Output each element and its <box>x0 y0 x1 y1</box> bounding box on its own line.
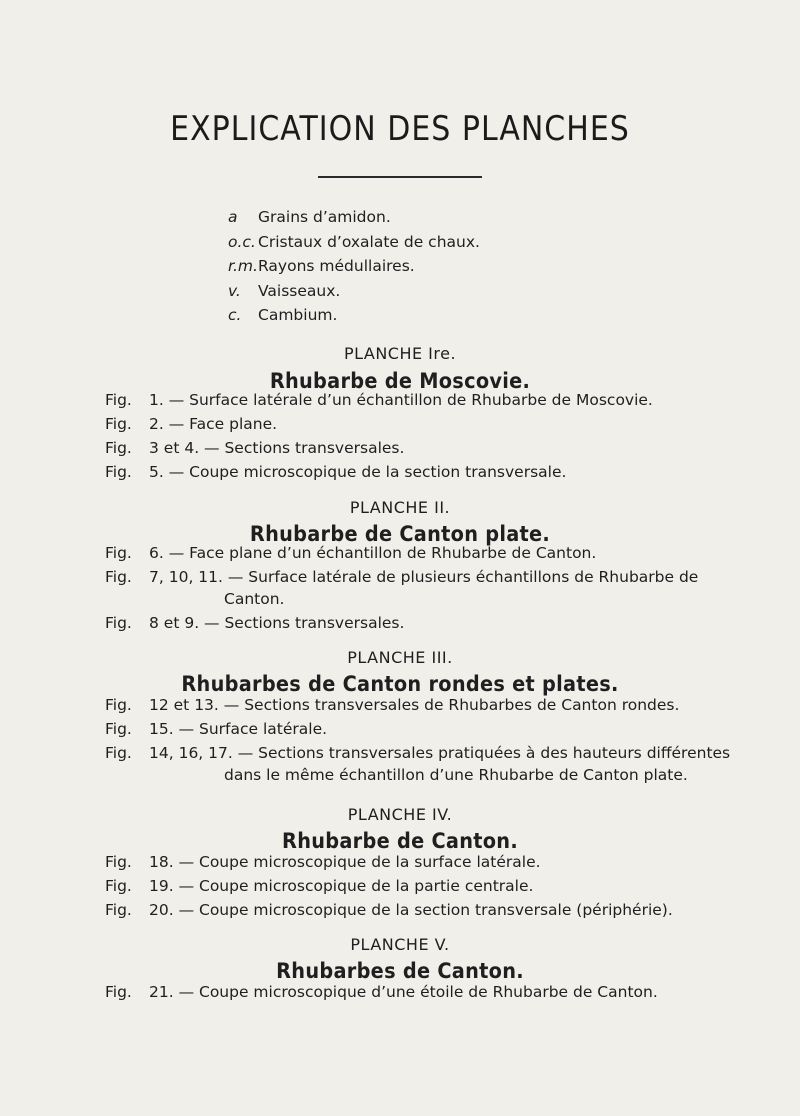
plate-title: Rhubarbe de Canton. <box>282 829 518 853</box>
legend-row <box>228 279 480 304</box>
fig-prefix: Fig. <box>105 391 132 409</box>
fig-prefix: Fig. <box>105 614 132 632</box>
figure-entry <box>105 544 596 562</box>
figure-entry <box>105 696 679 714</box>
figure-entry <box>105 983 658 1001</box>
fig-text: 7, 10, 11. — Surface latérale de plusieurs échantillons de Rhubarbe de <box>149 568 699 586</box>
fig-text: 14, 16, 17. — Sections transversales pratiquées à des hauteurs différentes <box>149 744 731 762</box>
legend-text: Vaisseaux. <box>258 281 341 300</box>
fig-prefix: Fig. <box>105 415 132 433</box>
fig-text: 3 et 4. — Sections transversales. <box>149 439 405 457</box>
fig-prefix: Fig. <box>105 568 132 586</box>
fig-prefix: Fig. <box>105 439 132 457</box>
figure-entry <box>105 744 730 762</box>
plate-title: Rhubarbe de Moscovie. <box>269 369 531 393</box>
plate-label: PLANCHE IV. <box>347 805 453 824</box>
fig-text: 5. — Coupe microscopique de la section transversale. <box>149 463 567 481</box>
plate-label: PLANCHE Ire. <box>343 344 457 363</box>
title-rule <box>318 176 482 178</box>
figure-entry <box>105 853 541 871</box>
figure-entry <box>105 439 404 457</box>
fig-text: 18. — Coupe microscopique de la surface latérale. <box>149 853 541 871</box>
legend-text: Rayons médullaires. <box>258 257 415 276</box>
fig-text-continuation: dans le même échantillon d’une Rhubarbe de Canton plate. <box>224 766 688 784</box>
figure-entry <box>105 877 533 895</box>
fig-text: 21. — Coupe microscopique d’une étoile de Rhubarbe de Canton. <box>149 983 658 1001</box>
legend-key: a <box>228 208 238 226</box>
page-title: EXPLICATION DES PLANCHES <box>170 109 630 150</box>
figure-entry <box>105 463 566 481</box>
fig-text-continuation: Canton. <box>224 590 285 608</box>
fig-prefix: Fig. <box>105 720 132 738</box>
fig-prefix: Fig. <box>105 744 132 762</box>
fig-prefix: Fig. <box>105 983 132 1001</box>
figure-entry <box>105 901 673 919</box>
fig-text: 6. — Face plane d’un échantillon de Rhubarbe de Canton. <box>149 544 597 562</box>
legend-row <box>228 230 480 255</box>
figure-entry <box>105 391 653 409</box>
legend-row <box>228 205 480 230</box>
legend-key: r.m. <box>228 257 258 276</box>
legend-row <box>228 254 480 279</box>
figure-entry <box>105 415 277 433</box>
figure-entry <box>105 614 404 632</box>
fig-text: 15. — Surface latérale. <box>149 720 328 738</box>
legend-key: v. <box>228 281 241 300</box>
figure-entry <box>105 568 698 586</box>
plate-title: Rhubarbe de Canton plate. <box>249 522 551 546</box>
fig-text: 1. — Surface latérale d’un échantillon de Rhubarbe de Moscovie. <box>149 391 653 409</box>
fig-text: 19. — Coupe microscopique de la partie centrale. <box>149 877 534 895</box>
fig-text: 2. — Face plane. <box>149 415 278 433</box>
plate-title: Rhubarbes de Canton rondes et plates. <box>181 672 619 696</box>
figure-entry <box>105 720 327 738</box>
legend-text: Cristaux d’oxalate de chaux. <box>258 232 480 251</box>
legend-key: o.c. <box>228 232 256 251</box>
plate-label: PLANCHE V. <box>350 935 450 954</box>
plate-label: PLANCHE II. <box>349 498 451 517</box>
fig-prefix: Fig. <box>105 463 132 481</box>
fig-text: 8 et 9. — Sections transversales. <box>149 614 405 632</box>
fig-prefix: Fig. <box>105 696 132 714</box>
legend-row <box>228 303 480 328</box>
fig-prefix: Fig. <box>105 901 132 919</box>
plate-title: Rhubarbes de Canton. <box>276 959 524 983</box>
plate-label: PLANCHE III. <box>347 648 453 667</box>
abbreviation-legend <box>228 205 480 328</box>
legend-text: Cambium. <box>258 306 338 325</box>
fig-prefix: Fig. <box>105 877 132 895</box>
legend-key: c. <box>228 306 242 325</box>
legend-text: Grains d’amidon. <box>258 208 391 226</box>
fig-text: 12 et 13. — Sections transversales de Rhubarbes de Canton rondes. <box>149 696 680 714</box>
fig-text: 20. — Coupe microscopique de la section transversale (périphérie). <box>149 901 673 919</box>
fig-prefix: Fig. <box>105 853 132 871</box>
fig-prefix: Fig. <box>105 544 132 562</box>
